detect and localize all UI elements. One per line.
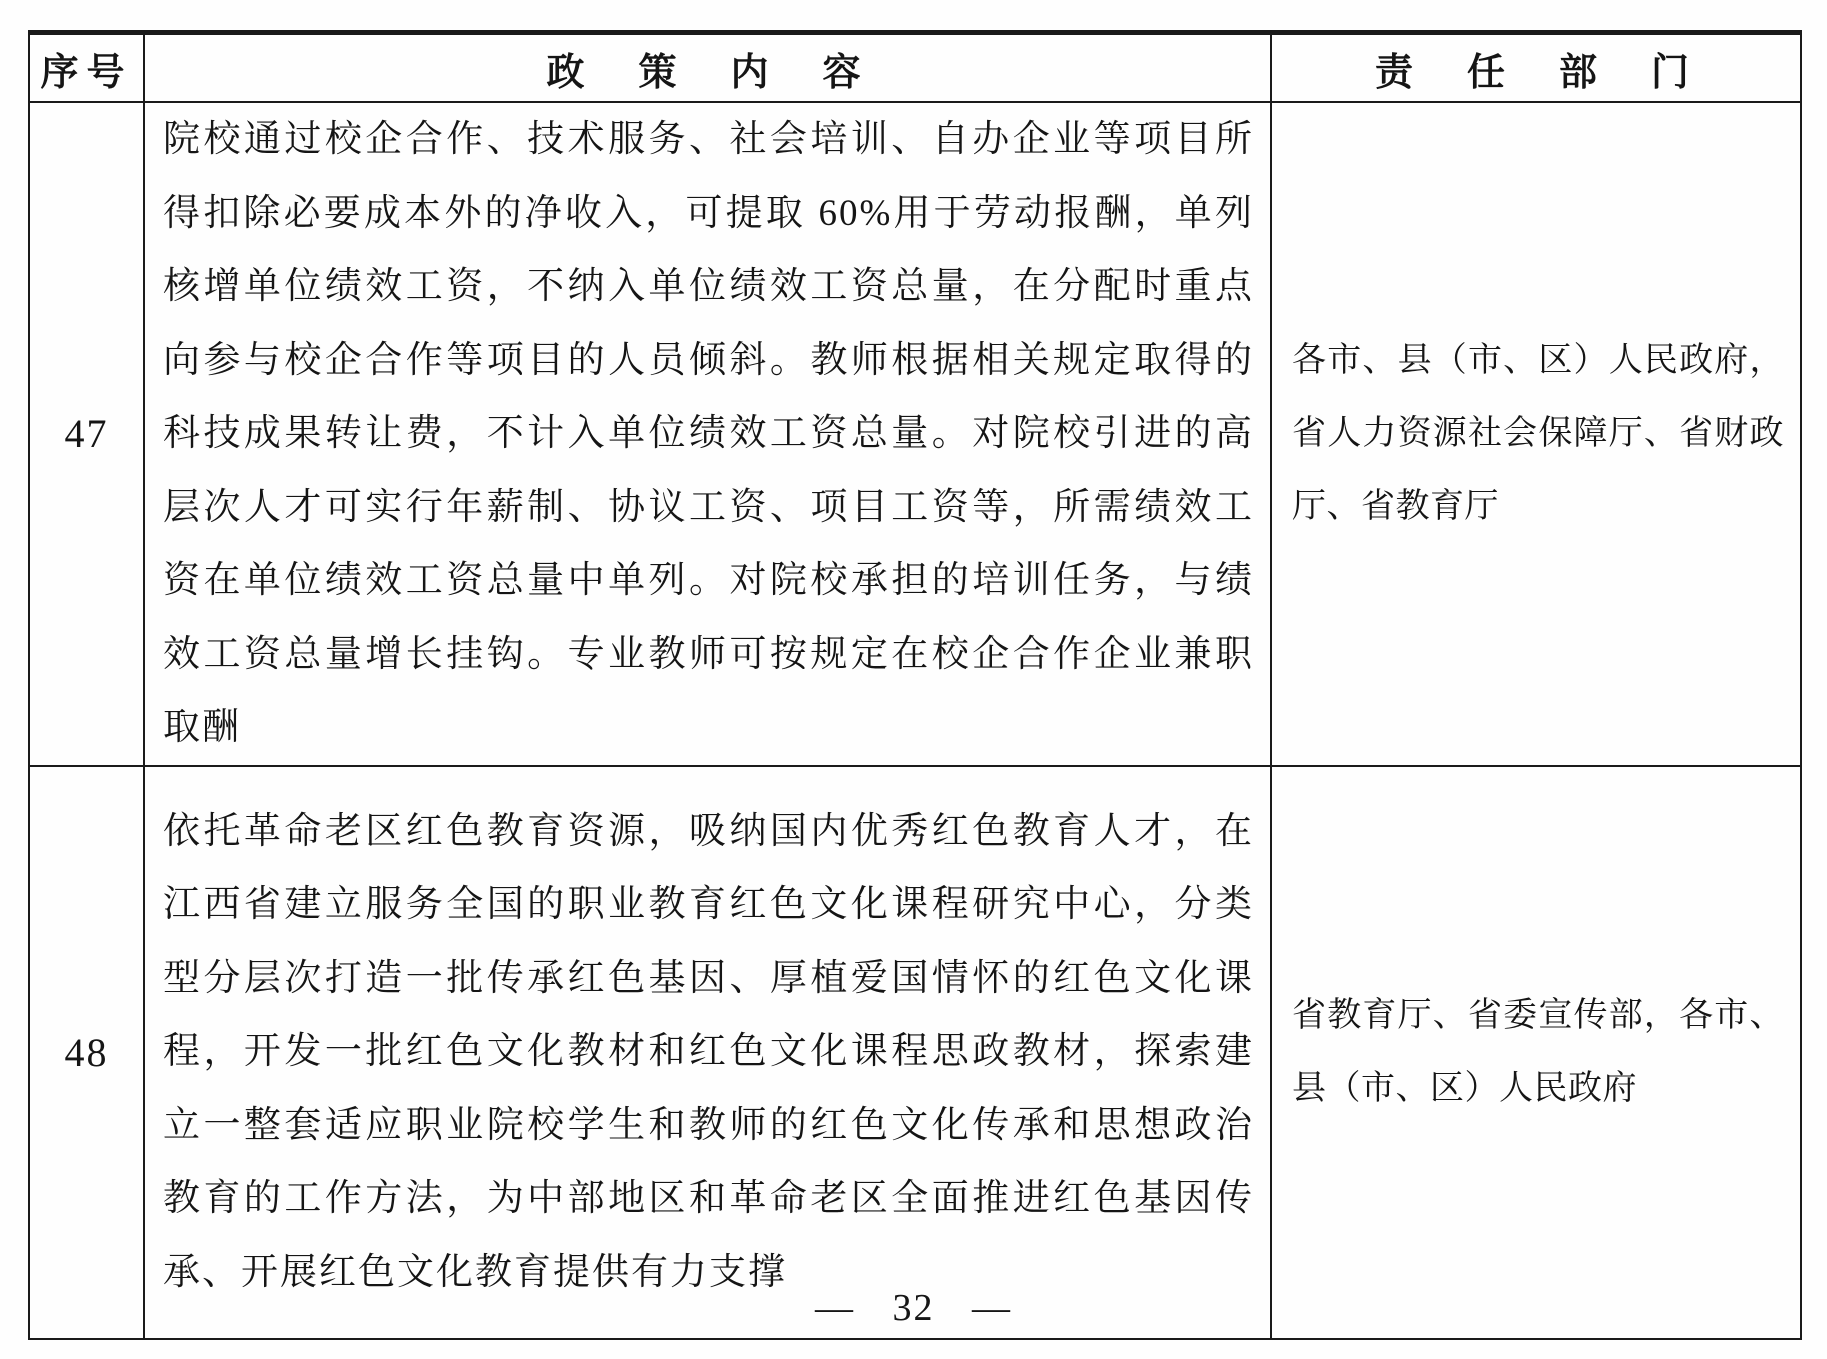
header-serial: 序号 [29, 33, 144, 103]
policy-content-47: 院校通过校企合作、技术服务、社会培训、自办企业等项目所得扣除必要成本外的净收入，可提取 60%用于劳动报酬，单列核增单位绩效工资，不纳入单位绩效工资总量，在分配时重点向参与校企合作等项目的人员倾斜。教师根据相关规定取得的科技成果转让费，不计入单位绩效工资总量。对院校引进的高层次人才可实行年薪制、协议工资、项目工资等，所需绩效工资在单位绩效工资总量中单列。对院校承担的培训任务，与绩效工资总量增长挂钩。专业教师可按规定在校企合作企业兼职取酬 [144, 102, 1271, 766]
policy-table [28, 30, 1802, 1340]
table-row-47 [29, 102, 1801, 766]
serial-number-48: 48 [29, 766, 144, 1339]
responsible-department-47: 各市、县（市、区）人民政府，省人力资源社会保障厅、省财政厅、省教育厅 [1271, 102, 1801, 766]
header-policy-content: 政 策 内 容 [144, 33, 1271, 103]
table-header-row [29, 33, 1801, 103]
table-row-48 [29, 766, 1801, 1339]
policy-content-48: 依托革命老区红色教育资源，吸纳国内优秀红色教育人才，在江西省建立服务全国的职业教育红色文化课程研究中心，分类型分层次打造一批传承红色基因、厚植爱国情怀的红色文化课程，开发一批红色文化教材和红色文化课程思政教材，探索建立一整套适应职业院校学生和教师的红色文化传承和思想政治教育的工作方法，为中部地区和革命老区全面推进红色基因传承、开展红色文化教育提供有力支撑 [144, 766, 1271, 1339]
serial-number-47: 47 [29, 102, 144, 766]
page-number: — 32 — [815, 1287, 1012, 1329]
header-responsible-department: 责 任 部 门 [1271, 33, 1801, 103]
responsible-department-48: 省教育厅、省委宣传部，各市、县（市、区）人民政府 [1271, 766, 1801, 1339]
